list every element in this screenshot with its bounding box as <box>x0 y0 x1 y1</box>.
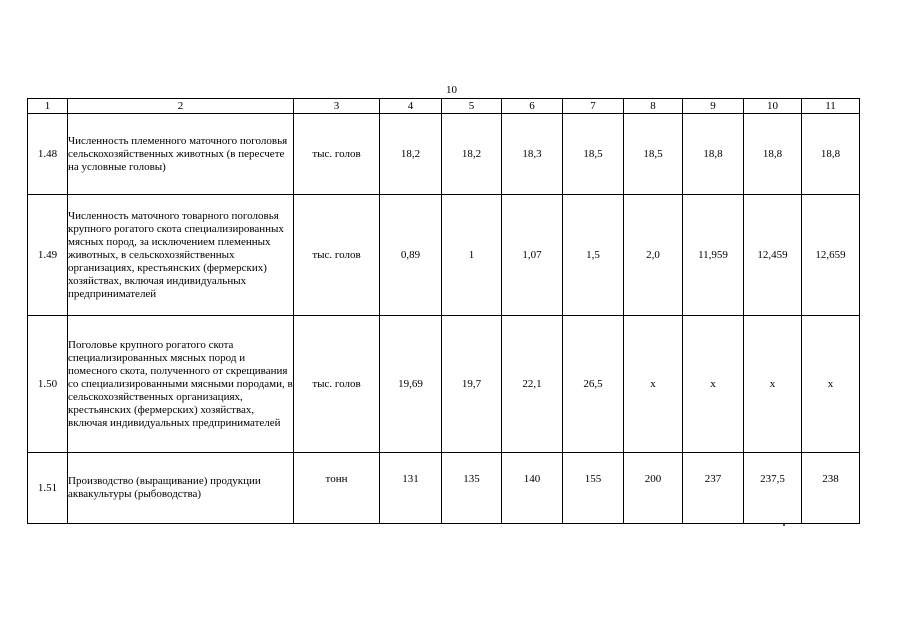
page-number: 10 <box>446 84 457 96</box>
column-header: 6 <box>502 99 563 114</box>
column-header: 7 <box>563 99 624 114</box>
row-number: 1.50 <box>28 316 68 453</box>
table-row <box>28 453 860 524</box>
table-row <box>28 195 860 316</box>
value-cell: 238 <box>802 453 860 524</box>
value-cell: х <box>744 316 802 453</box>
unit-cell: тонн <box>294 453 380 524</box>
column-header: 11 <box>802 99 860 114</box>
value-cell: 11,959 <box>683 195 744 316</box>
value-cell: 26,5 <box>563 316 624 453</box>
value-cell: 0,89 <box>380 195 442 316</box>
value-cell: 1,5 <box>563 195 624 316</box>
value-cell: 18,2 <box>442 114 502 195</box>
value-cell: 1,07 <box>502 195 563 316</box>
scan-speck <box>783 524 785 526</box>
value-cell: 200 <box>624 453 683 524</box>
value-cell: х <box>624 316 683 453</box>
value-cell: 2,0 <box>624 195 683 316</box>
value-cell: 18,5 <box>563 114 624 195</box>
column-header: 1 <box>28 99 68 114</box>
value-cell: 131 <box>380 453 442 524</box>
value-cell: 1 <box>442 195 502 316</box>
header-row <box>28 99 860 114</box>
table-row <box>28 316 860 453</box>
value-cell: 18,8 <box>744 114 802 195</box>
indicator-name: Поголовье крупного рогатого скота специализированных мясных пород и помесного скота, полученного от скрещивания со специализированными мясными породами, в сельскохозяйственных организациях, крестьянских (фермерских) хозяйствах, включая индивидуальных предпринимателей <box>68 316 294 453</box>
column-header: 4 <box>380 99 442 114</box>
value-cell: 22,1 <box>502 316 563 453</box>
column-header: 3 <box>294 99 380 114</box>
unit-cell: тыс. голов <box>294 195 380 316</box>
value-cell: 18,3 <box>502 114 563 195</box>
value-cell: х <box>683 316 744 453</box>
table-row <box>28 114 860 195</box>
value-cell: 18,8 <box>802 114 860 195</box>
indicator-name: Численность маточного товарного поголовья крупного рогатого скота специализированных мясных пород, за исключением племенных животных, в сельскохозяйственных организациях, крестьянских (фермерских) хозяйствах, включая индивидуальных предпринимателей <box>68 195 294 316</box>
value-cell: 19,7 <box>442 316 502 453</box>
row-number: 1.48 <box>28 114 68 195</box>
value-cell: 18,2 <box>380 114 442 195</box>
unit-cell: тыс. голов <box>294 114 380 195</box>
row-number: 1.49 <box>28 195 68 316</box>
column-header: 9 <box>683 99 744 114</box>
value-cell: 237 <box>683 453 744 524</box>
row-number: 1.51 <box>28 453 68 524</box>
value-cell: 12,459 <box>744 195 802 316</box>
unit-cell: тыс. голов <box>294 316 380 453</box>
value-cell: 155 <box>563 453 624 524</box>
value-cell: х <box>802 316 860 453</box>
value-cell: 12,659 <box>802 195 860 316</box>
indicators-table <box>27 98 860 524</box>
value-cell: 237,5 <box>744 453 802 524</box>
value-cell: 19,69 <box>380 316 442 453</box>
value-cell: 18,5 <box>624 114 683 195</box>
indicator-name: Численность племенного маточного поголовья сельскохозяйственных животных (в пересчете на условные головы) <box>68 114 294 195</box>
indicator-name: Производство (выращивание) продукции аквакультуры (рыбоводства) <box>68 453 294 524</box>
column-header: 10 <box>744 99 802 114</box>
column-header: 5 <box>442 99 502 114</box>
column-header: 2 <box>68 99 294 114</box>
value-cell: 18,8 <box>683 114 744 195</box>
value-cell: 140 <box>502 453 563 524</box>
value-cell: 135 <box>442 453 502 524</box>
column-header: 8 <box>624 99 683 114</box>
